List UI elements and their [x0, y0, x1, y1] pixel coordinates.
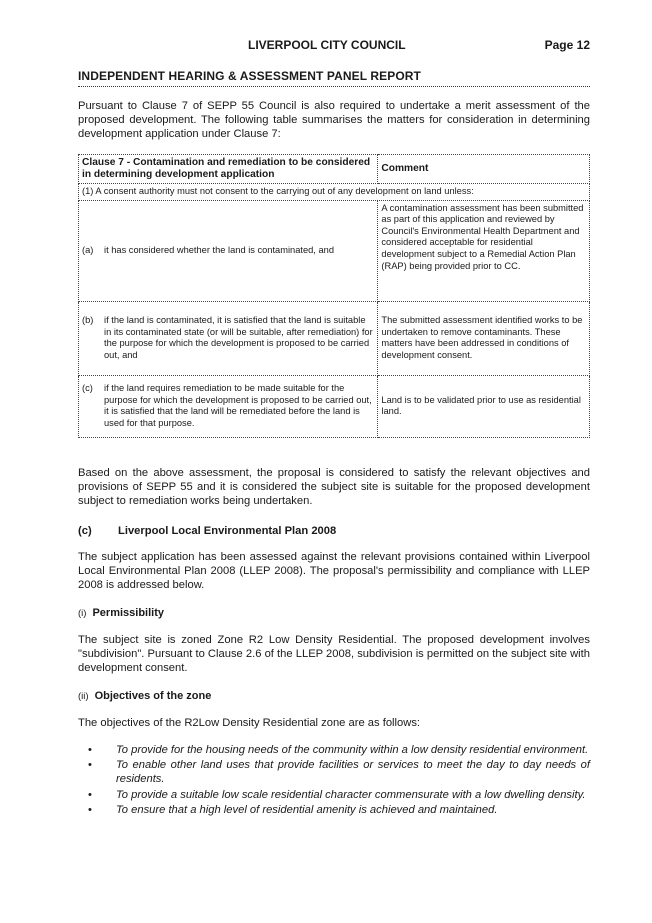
list-item — [78, 758, 590, 786]
permissibility-paragraph: The subject site is zoned Zone R2 Low Density Residential. The proposed development involves "subdivision". Pursuant to Clause 2.6 of the LLEP 2008, subdivision is permitted on the subject site with development consent. — [78, 634, 590, 675]
comment-cell: A contamination assessment has been submitted as part of this application and reviewed by Council's Environmental Health Department and considered acceptable for residential development subject to a Remedial Action Plan (RAP) being provided prior to CC. — [378, 200, 590, 301]
subsection-number: (i) — [78, 608, 87, 619]
page-number: Page 12 — [544, 38, 590, 52]
section-c-heading — [78, 525, 336, 537]
table-lead: (1) A consent authority must not consent to the carrying out of any development on land unless: — [79, 184, 590, 201]
table-row — [79, 301, 590, 375]
list-item — [78, 743, 590, 757]
item-text: if the land requires remediation to be made suitable for the purpose for which the development is proposed to be carried out, it is satisfied that the land will be remediated before the land is used for that purpose. — [104, 382, 372, 428]
item-text: if the land is contaminated, it is satisfied that the land is suitable in its contaminated state (or will be suitable, after remediation) for the purpose for which the development is proposed to be carried out, and — [104, 314, 373, 360]
llep-paragraph: The subject application has been assessed against the relevant provisions contained within Liverpool Local Environmental Plan 2008 (LLEP 2008). The proposal's permissibility and compliance with LLEP 2008 is addressed below. — [78, 551, 590, 592]
permissibility-heading — [78, 607, 164, 619]
subsection-number: (ii) — [78, 691, 89, 702]
item-marker: (c) — [82, 382, 93, 393]
subsection-title: Objectives of the zone — [94, 690, 212, 702]
objectives-heading — [78, 690, 211, 702]
objective-text: To provide a suitable low scale residential character commensurate with a low dwelling density. — [116, 788, 586, 801]
table-row — [79, 375, 590, 437]
clause-item-c — [82, 383, 374, 429]
comment-cell: Land is to be validated prior to use as residential land. — [378, 375, 590, 437]
section-number: (c) — [78, 525, 92, 537]
item-text: it has considered whether the land is contaminated, and — [104, 244, 334, 255]
table-header-row — [79, 155, 590, 184]
bullet-icon: • — [88, 803, 92, 816]
clause-7-table — [78, 154, 590, 438]
item-marker: (b) — [82, 314, 94, 325]
item-marker: (a) — [82, 244, 94, 255]
section-title: Liverpool Local Environmental Plan 2008 — [118, 525, 337, 537]
list-item — [78, 788, 590, 802]
col1-header: Clause 7 - Contamination and remediation to be considered in determining development application — [79, 155, 378, 184]
objectives-list — [78, 743, 590, 818]
clause-item-a — [82, 245, 374, 257]
intro-paragraph: Pursuant to Clause 7 of SEPP 55 Council is also required to undertake a merit assessment of the proposed development. The following table summarises the matters for consideration in determining development application under Clause 7: — [78, 100, 590, 141]
objectives-intro: The objectives of the R2Low Density Residential zone are as follows: — [78, 717, 421, 729]
objective-text: To ensure that a high level of residential amenity is achieved and maintained. — [116, 803, 498, 816]
table-row — [79, 200, 590, 301]
bullet-icon: • — [88, 759, 92, 772]
clause-item-b — [82, 315, 374, 361]
report-title: INDEPENDENT HEARING & ASSESSMENT PANEL REPORT — [78, 69, 590, 87]
bullet-icon: • — [88, 744, 92, 756]
list-item — [78, 803, 590, 817]
bullet-icon: • — [88, 788, 92, 801]
council-name: LIVERPOOL CITY COUNCIL — [248, 38, 406, 52]
comment-cell: The submitted assessment identified works to be undertaken to remove contaminants. These matters have been addressed in conditions of development consent. — [378, 301, 590, 375]
assessment-paragraph: Based on the above assessment, the proposal is considered to satisfy the relevant objectives and provisions of SEPP 55 and it is considered the subject site is suitable for the proposed development subject to remediation works being undertaken. — [78, 467, 590, 508]
objective-text: To provide for the housing needs of the community within a low density residential environment. — [116, 744, 589, 756]
col2-header: Comment — [378, 155, 590, 184]
objective-text: To enable other land uses that provide facilities or services to meet the day to day needs of residents. — [116, 759, 590, 786]
subsection-title: Permissibility — [92, 607, 164, 619]
table-lead-row — [79, 184, 590, 201]
